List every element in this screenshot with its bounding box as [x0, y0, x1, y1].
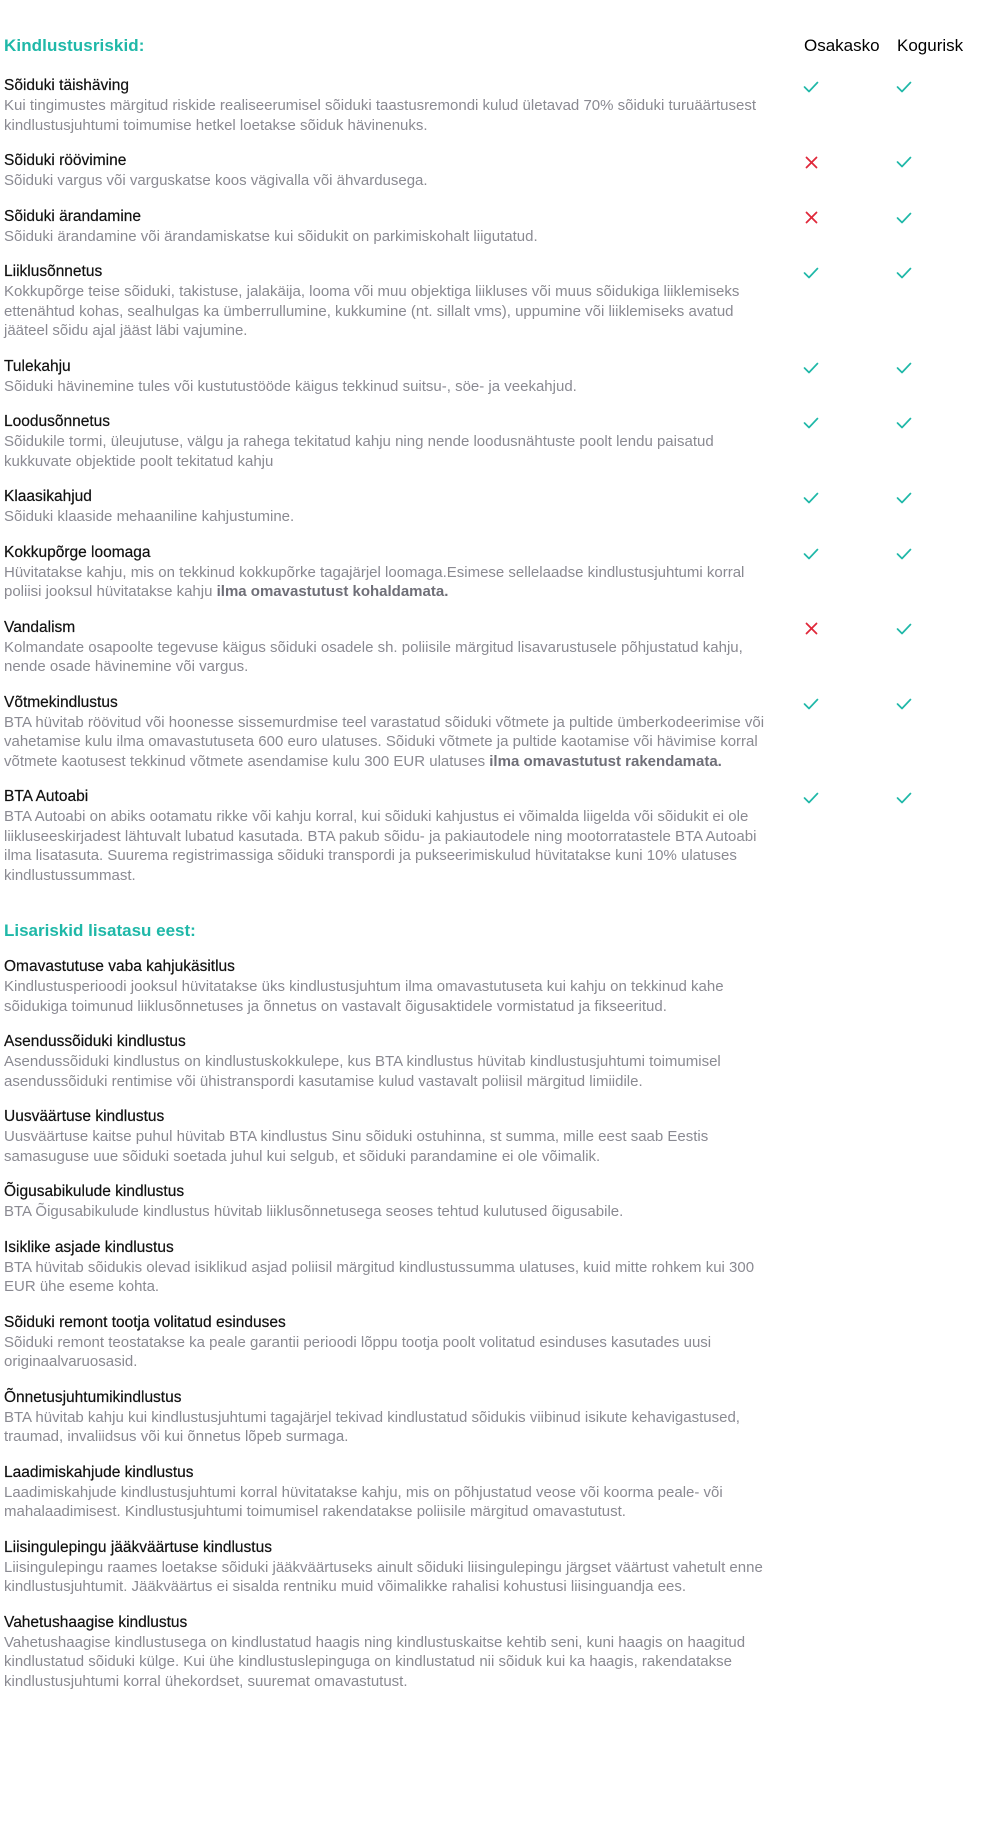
- risk-description: [4, 713, 774, 772]
- risk-description-text: Kui tingimustes märgitud riskide realiseerumisel sõiduki taastusremondi kulud ületavad 70% sõiduki turuäärtusest kindlustusjuhtumi toimumise hetkel loetakse sõiduk hävinenuks.: [4, 97, 757, 134]
- extra-row: [4, 1107, 994, 1166]
- risk-title: Sõiduki röövimine: [4, 152, 127, 169]
- risk-list: [4, 76, 994, 885]
- extra-description: Kindlustusperioodi jooksul hüvitatakse üks kindlustusjuhtum ilma omavastutuseta kui kahju on tekkinud kahe sõidukiga toimunud liiklusõnnetuses ja õnnetus on vastavalt õigusaktidele vormistatud ja fikseeritud.: [4, 978, 724, 1015]
- risk-row: [4, 693, 994, 772]
- risk-row: [4, 412, 994, 471]
- risk-description-emphasis: ilma omavastutust kohaldamata.: [216, 583, 449, 600]
- risk-description: [4, 432, 774, 471]
- check-icon: [895, 209, 913, 227]
- risk-row: [4, 151, 994, 191]
- check-icon: [895, 78, 913, 96]
- risk-description: [4, 282, 774, 341]
- risk-description-text: Sõiduki klaaside mehaaniline kahjustumine.: [4, 508, 295, 525]
- check-icon: [895, 620, 913, 638]
- risk-description-text: Sõidukile tormi, üleujutuse, välgu ja rahega tekitatud kahju ning nende loodusnähtuste poolt lendu paisatud kukkuvate objektide poolt tekitatud kahju: [4, 433, 714, 470]
- risk-description-text: Hüvitatakse kahju, mis on tekkinud kokkupõrke tagajärjel loomaga.Esimese sellelaadse kindlustusjuhtumi korral poliisi jooksul hüvitatakse kahju: [4, 563, 745, 600]
- extra-description: Vahetushaagise kindlustusega on kindlustatud haagis ning kindlustuskaitse kehtib seni, kuni haagis on haagitud kindlustatud sõiduki külge. Kui ühe kindlustuslepinguga on kindlustatud nii sõiduk kui ka haagis, rakendatakse kindlustusjuhtumi korral ühekordset, suuremat omavastutust.: [4, 1633, 746, 1690]
- check-icon: [895, 264, 913, 282]
- check-icon: [895, 789, 913, 807]
- risk-title: BTA Autoabi: [4, 788, 89, 805]
- risk-description: [4, 377, 774, 397]
- risk-title: Võtmekindlustus: [4, 693, 118, 711]
- extra-title: Õnnetusjuhtumikindlustus: [4, 1388, 182, 1406]
- extra-description: Asendussõiduki kindlustus on kindlustuskokkulepe, kus BTA kindlustus hüvitab kindlustusjuhtumi toimumisel asendussõiduki rentimise või ühistranspordi kasutamise kulud vastavalt poliisil märgitud limiidile.: [4, 1053, 721, 1090]
- risk-title: Liiklusõnnetus: [4, 263, 103, 280]
- risk-description: [4, 171, 774, 191]
- extra-row: [4, 1538, 994, 1597]
- risk-row: [4, 487, 994, 527]
- risk-description-text: Kokkupõrge teise sõiduki, takistuse, jalakäija, looma või muu objektiga liikluses või muus sõidukiga liiklemiseks ettenähtud kohas, sealhulgas ka ümberrullumine, kukkumine (nt. sillalt vms), uppumine või liiklemiseks avatud jääteel sõidu ajal jääst läbi vajumine.: [4, 283, 740, 339]
- extra-title: Uusväärtuse kindlustus: [4, 1108, 165, 1125]
- check-icon: [802, 789, 820, 807]
- extra-title: Asendussõiduki kindlustus: [4, 1033, 186, 1050]
- extra-description: Uusväärtuse kaitse puhul hüvitab BTA kindlustus Sinu sõiduki ostuhinna, st summa, mille eest saab Eestis samasuguse uue sõiduki soetada juhul kui selgub, et sõiduki parandamine ei ole võimalik.: [4, 1128, 709, 1165]
- extra-title: Sõiduki remont tootja volitatud esinduses: [4, 1313, 286, 1331]
- check-icon: [802, 695, 820, 713]
- risk-description-text: BTA Autoabi on abiks ootamatu rikke või kahju korral, kui sõiduki kahjustus ei võimalda liigelda või sõidukit ei ole liikluseeskirjadest lähtuvalt lubatud kasutada. BTA pakub sõidu- ja pakiautodele ning mootorratastele BTA Autoabi ilma lisatasuta. Suurema registrimassiga sõiduki transpordi ja pukseerimiskulud hüvitatakse kuni 10% ulatuses kindlustussummast.: [4, 808, 757, 884]
- check-icon: [895, 489, 913, 507]
- coverage-page: [4, 0, 994, 1691]
- check-icon: [802, 489, 820, 507]
- extra-row: [4, 1238, 994, 1297]
- extra-title: Vahetushaagise kindlustus: [4, 1613, 188, 1631]
- check-icon: [895, 545, 913, 563]
- extra-description: Laadimiskahjude kindlustusjuhtumi korral hüvitatakse kahju, mis on põhjustatud veose või koorma peale- või mahalaadimisest. Kindlustusjuhtumi toimumisel rakendatakse poliisile märgitud omavastutust.: [4, 1483, 723, 1520]
- risk-title: Sõiduki ärandamine: [4, 207, 142, 225]
- extra-description: BTA hüvitab kahju kui kindlustusjuhtumi tagajärjel tekivad kindlustatud sõidukis viibinud isikute kehavigastused, traumad, invaliidsus või kui õnnetus lõpeb surmaga.: [4, 1408, 740, 1445]
- risk-row: [4, 262, 994, 341]
- extra-row: [4, 1463, 994, 1522]
- risk-description-emphasis: ilma omavastutust rakendamata.: [489, 752, 722, 770]
- risk-row: [4, 357, 994, 397]
- risk-description-text: Sõiduki hävinemine tules või kustutustööde käigus tekkinud suitsu-, söe- ja veekahjud.: [4, 377, 577, 395]
- extra-title: Õigusabikulude kindlustus: [4, 1183, 185, 1200]
- risk-row: [4, 618, 994, 677]
- risk-description-text: BTA hüvitab röövitud või hoonesse sissemurdmise teel varastatud sõiduki võtmete ja pultide ümberkodeerimise või vahetamise kulu ilma omavastutuseta 600 euro ulatuses. Sõiduki võtmete ja pultide kaotamise või hävimise korral võtmete kaotusest tekkinud võtmete asendamise kulu 300 EUR ulatuses: [4, 713, 765, 770]
- risk-description: [4, 638, 774, 677]
- risk-row: [4, 76, 994, 135]
- extra-list: [4, 957, 994, 1691]
- risks-section-title: Kindlustusriskid:: [4, 36, 145, 55]
- check-icon: [802, 78, 820, 96]
- extra-row: [4, 1313, 994, 1372]
- extra-description: BTA Õigusabikulude kindlustus hüvitab liiklusõnnetusega seoses tehtud kulutused õigusabile.: [4, 1203, 624, 1220]
- risk-title: Loodusõnnetus: [4, 413, 111, 430]
- extra-row: [4, 1182, 994, 1222]
- check-icon: [895, 359, 913, 377]
- extra-title: Omavastutuse vaba kahjukäsitlus: [4, 958, 235, 975]
- risk-description-text: Sõiduki ärandamine või ärandamiskatse kui sõidukit on parkimiskohalt liigutatud.: [4, 227, 538, 245]
- extra-title: Liisingulepingu jääkväärtuse kindlustus: [4, 1538, 272, 1556]
- risk-title: Sõiduki täishäving: [4, 77, 129, 94]
- cross-icon: [802, 620, 820, 638]
- check-icon: [802, 264, 820, 282]
- risk-description: [4, 96, 774, 135]
- cross-icon: [802, 209, 820, 227]
- check-icon: [802, 414, 820, 432]
- risk-description: [4, 807, 774, 885]
- extra-description: Liisingulepingu raames loetakse sõiduki jääkväärtuseks ainult sõiduki liisingulepingu järgset väärtust vahetult enne kindlustusjuhtumit. Jääkväärtus ei sisalda rentniku muid võimalikke rahalisi kohustusi liisinguandja ees.: [4, 1558, 763, 1595]
- check-icon: [895, 695, 913, 713]
- risk-title: Kokkupõrge loomaga: [4, 543, 151, 561]
- column-header-kogurisk: Kogurisk: [897, 36, 964, 55]
- extra-row: [4, 957, 994, 1016]
- extra-description: BTA hüvitab sõidukis olevad isiklikud asjad poliisil märgitud kindlustussumma ulatuses, kuid mitte rohkem kui 300 EUR ühe eseme kohta.: [4, 1258, 755, 1295]
- cross-icon: [802, 153, 820, 171]
- extra-title: Laadimiskahjude kindlustus: [4, 1463, 194, 1481]
- risk-row: [4, 207, 994, 247]
- check-icon: [802, 359, 820, 377]
- risk-description: [4, 227, 774, 247]
- extras-section: [4, 919, 994, 1691]
- extra-description: Sõiduki remont teostatakse ka peale garantii perioodi lõppu tootja poolt volitatud esinduses kasutades uusi originaalvaruosasid.: [4, 1333, 712, 1370]
- risk-description-text: Sõiduki vargus või varguskatse koos vägivalla või ähvardusega.: [4, 172, 428, 189]
- risk-row: [4, 787, 994, 885]
- risk-description: [4, 507, 774, 527]
- extra-row: [4, 1613, 994, 1692]
- check-icon: [895, 414, 913, 432]
- check-icon: [802, 545, 820, 563]
- risk-title: Klaasikahjud: [4, 488, 92, 505]
- risk-title: Vandalism: [4, 618, 76, 636]
- extras-section-title: Lisariskid lisatasu eest:: [4, 921, 196, 940]
- check-icon: [895, 153, 913, 171]
- risk-title: Tulekahju: [4, 357, 71, 375]
- extra-row: [4, 1388, 994, 1447]
- column-header-osakasko: Osakasko: [804, 36, 880, 55]
- risk-row: [4, 543, 994, 602]
- extra-title: Isiklike asjade kindlustus: [4, 1238, 174, 1256]
- risk-description-text: Kolmandate osapoolte tegevuse käigus sõiduki osadele sh. poliisile märgitud lisavarustusele põhjustatud kahju, nende osade hävinemine või vargus.: [4, 638, 743, 675]
- risks-header: [4, 30, 994, 70]
- risk-description: [4, 563, 774, 602]
- extra-row: [4, 1032, 994, 1091]
